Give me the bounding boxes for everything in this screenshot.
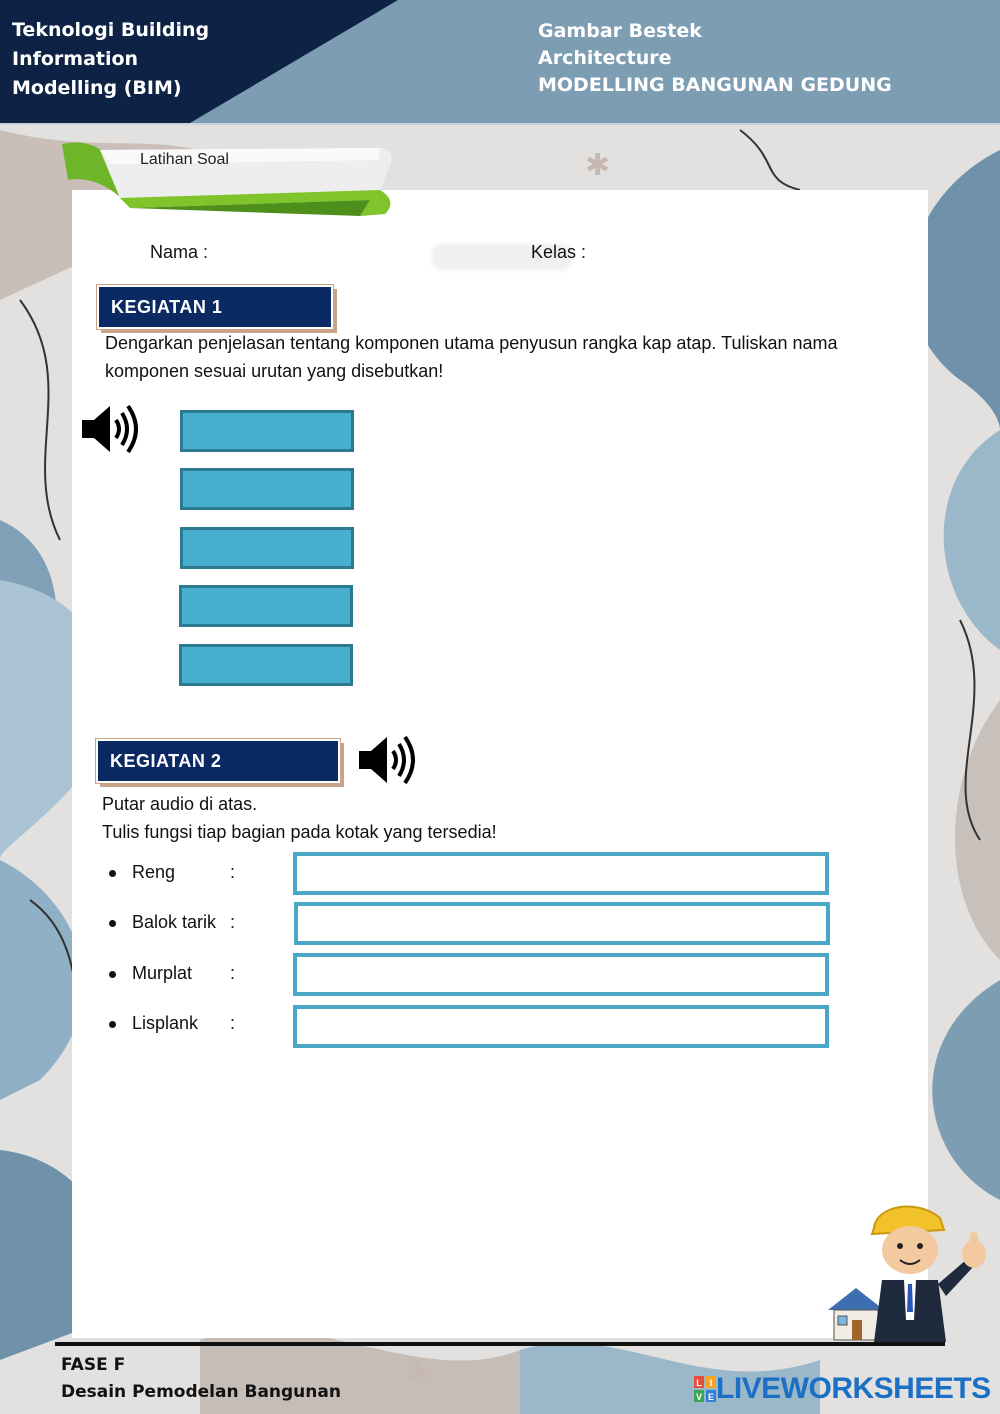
header-right-line: Gambar Bestek xyxy=(538,20,702,42)
item-colon: : xyxy=(230,862,236,882)
header-left-title xyxy=(12,16,272,103)
bullet xyxy=(109,1021,116,1028)
item-colon: : xyxy=(230,963,236,983)
kegiatan-1-answer-box[interactable] xyxy=(180,410,354,452)
header-left-line: Information xyxy=(12,48,139,70)
item-label: Lisplank xyxy=(132,1013,199,1033)
speaker-icon[interactable] xyxy=(80,400,144,458)
bullet xyxy=(109,920,116,927)
kegiatan-2-instruction-line2: Tulis fungsi tiap bagian pada kotak yang tersedia! xyxy=(102,822,497,842)
footer-subject: Desain Pemodelan Bangunan xyxy=(61,1382,341,1402)
header-left-line: Teknologi Building xyxy=(12,19,210,41)
item-colon: : xyxy=(230,1013,236,1033)
kegiatan-1-answer-box[interactable] xyxy=(180,527,354,569)
liveworksheets-logo[interactable] xyxy=(694,1372,991,1406)
item-label: Reng xyxy=(132,862,176,882)
item-label: Balok tarik xyxy=(132,912,217,932)
kegiatan-1-answer-box[interactable] xyxy=(180,468,354,510)
bullet xyxy=(109,971,116,978)
class-label: Kelas : xyxy=(531,242,587,262)
svg-text:✱: ✱ xyxy=(405,1358,431,1393)
reng-answer-field[interactable] xyxy=(293,852,829,895)
header-left-line: Modelling (BIM) xyxy=(12,77,182,99)
svg-text:✱: ✱ xyxy=(585,148,611,183)
kegiatan-1-instruction-line2: komponen sesuai urutan yang disebutkan! xyxy=(105,361,444,381)
header-right-line: MODELLING BANGUNAN GEDUNG xyxy=(538,74,892,96)
murplat-answer-field[interactable] xyxy=(293,953,829,996)
header-right-line: Architecture xyxy=(538,47,672,69)
name-label: Nama : xyxy=(150,242,209,262)
logo-letter: L xyxy=(696,1378,702,1388)
logo-letter: I xyxy=(709,1378,713,1388)
kegiatan-2-heading: KEGIATAN 2 xyxy=(96,739,340,783)
lisplank-answer-field[interactable] xyxy=(293,1005,829,1048)
kegiatan-2-instruction-line1: Putar audio di atas. xyxy=(102,794,258,814)
kegiatan-1-heading: KEGIATAN 1 xyxy=(97,285,333,329)
kegiatan-1-answer-box[interactable] xyxy=(179,585,353,627)
ribbon-banner xyxy=(60,136,400,224)
footer-rule xyxy=(55,1342,945,1346)
item-colon: : xyxy=(230,912,236,932)
speaker-icon[interactable] xyxy=(357,731,421,789)
header-right-title xyxy=(538,18,892,99)
item-label: Murplat xyxy=(132,963,193,983)
liveworksheets-wordmark: LIVEWORKSHEETS xyxy=(716,1372,991,1405)
balok-tarik-answer-field[interactable] xyxy=(294,902,830,945)
logo-letter: E xyxy=(707,1392,715,1402)
kegiatan-1-instruction-line1: Dengarkan penjelasan tentang komponen utama penyusun rangka kap atap. Tuliskan nama xyxy=(105,333,838,353)
engineer-illustration xyxy=(866,1200,992,1342)
footer-fase: FASE F xyxy=(61,1355,126,1375)
bullet xyxy=(109,870,116,877)
liveworksheets-logo-icon xyxy=(694,1376,716,1402)
ribbon-label: Latihan Soal xyxy=(140,151,229,168)
kegiatan-1-answer-box[interactable] xyxy=(179,644,353,686)
logo-letter: V xyxy=(695,1392,703,1402)
